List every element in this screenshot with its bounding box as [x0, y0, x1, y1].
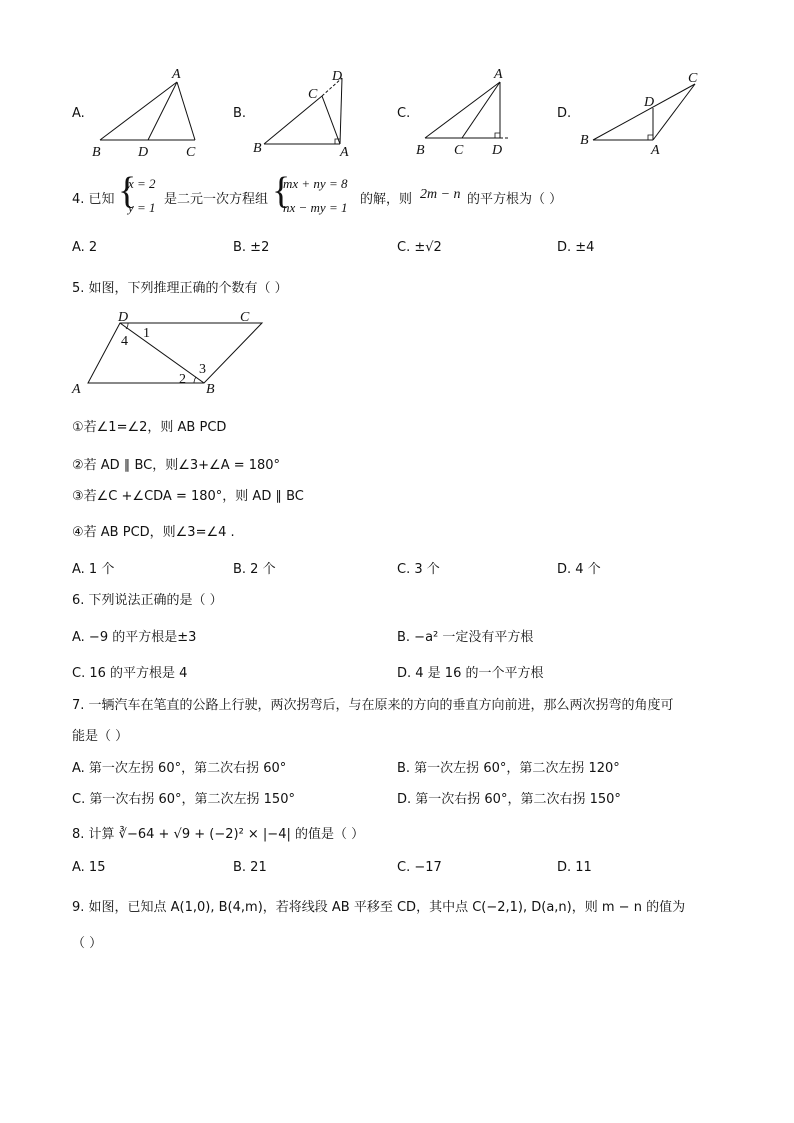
q3a-point-c: C: [186, 145, 196, 160]
q4-option-b: B. ±2: [233, 240, 270, 255]
q4-option-c: C. ±√2: [397, 240, 442, 255]
q3-option-b-label: B.: [233, 106, 247, 121]
q5-option-c: C. 3 个: [397, 562, 440, 577]
q4-tail: 的平方根为（ ）: [467, 192, 563, 207]
q7-stem-line-1: 7. 一辆汽车在笔直的公路上行驶，两次拐弯后，与在原来的方向的垂直方向前进，那么两次拐弯的角度可: [72, 698, 674, 713]
q5-statement-4: ④若 AB PCD，则∠3=∠4 .: [72, 525, 235, 540]
q4-system-2: [283, 172, 347, 220]
q5-option-d: D. 4 个: [557, 562, 601, 577]
q5-option-a: A. 1 个: [72, 562, 115, 577]
q3d-point-c: C: [688, 71, 698, 86]
q3-option-d-label: D.: [557, 106, 572, 121]
q4-sys2-eq2: nx − my = 1: [283, 200, 348, 215]
q7-stem-line-2: 能是（ ）: [72, 729, 129, 744]
q3-figure-d: [575, 62, 705, 162]
q5-point-a: A: [72, 382, 81, 397]
q4-prefix: 4. 已知: [72, 192, 115, 207]
q4-suffix: 的解，则: [360, 192, 413, 207]
q4-option-a: A. 2: [72, 240, 98, 255]
q6-option-a: A. −9 的平方根是±3: [72, 630, 197, 645]
q5-angle-1: 1: [143, 326, 150, 341]
q9-stem-line-1: 9. 如图，已知点 A(1,0), B(4,m)，若将线段 AB 平移至 CD，其中点 C(−2,1), D(a,n)，则 m − n 的值为: [72, 900, 686, 915]
q3-option-c-label: C.: [397, 106, 411, 121]
q5-statement-1: ①若∠1=∠2，则 AB PCD: [72, 420, 227, 435]
q5-point-b: B: [206, 382, 215, 397]
q7-option-c: C. 第一次右拐 60°，第二次左拐 150°: [72, 792, 295, 807]
q3-figure-a: [88, 62, 218, 162]
q3d-point-d: D: [644, 95, 655, 110]
q5-angle-2: 2: [179, 372, 186, 387]
q4-sys1-eq1: x = 2: [128, 176, 156, 191]
q4-system-1: [128, 172, 156, 220]
q7-option-d: D. 第一次右拐 60°，第二次右拐 150°: [397, 792, 621, 807]
q8-option-b: B. 21: [233, 860, 267, 875]
q3c-point-d: D: [492, 143, 503, 158]
q6-stem: 6. 下列说法正确的是（ ）: [72, 593, 223, 608]
q6-option-d: D. 4 是 16 的一个平方根: [397, 666, 544, 681]
q6-option-c: C. 16 的平方根是 4: [72, 666, 188, 681]
q8-option-a: A. 15: [72, 860, 106, 875]
q5-angle-3: 3: [199, 362, 206, 377]
q5-angle-4: 4: [121, 334, 128, 349]
q6-option-b: B. −a² 一定没有平方根: [397, 630, 534, 645]
q4-expression: 2m − n: [420, 187, 461, 202]
q3b-point-d: D: [332, 69, 343, 84]
q9-stem-line-2: （ ）: [72, 936, 103, 951]
q5-option-b: B. 2 个: [233, 562, 276, 577]
q8-option-c: C. −17: [397, 860, 442, 875]
q3d-point-a: A: [651, 143, 660, 158]
q3b-point-b: B: [253, 141, 262, 156]
q3d-point-b: B: [580, 133, 589, 148]
q3-figure-b: [250, 62, 370, 162]
q5-stem: 5. 如图，下列推理正确的个数有（ ）: [72, 281, 288, 296]
q4-brace-2: {: [272, 170, 291, 212]
q4-sys1-eq2: y = 1: [128, 200, 156, 215]
q3b-point-a: A: [340, 145, 349, 160]
q7-option-b: B. 第一次左拐 60°，第二次左拐 120°: [397, 761, 620, 776]
q3c-point-b: B: [416, 143, 425, 158]
q4-mid: 是二元一次方程组: [164, 192, 269, 207]
q4-sys2-eq1: mx + ny = 8: [283, 176, 348, 191]
q4-option-d: D. ±4: [557, 240, 595, 255]
q3a-point-a: A: [172, 67, 181, 82]
q5-point-d: D: [118, 310, 129, 325]
q8-option-d: D. 11: [557, 860, 592, 875]
q3a-point-b: B: [92, 145, 101, 160]
q3b-point-c: C: [308, 87, 318, 102]
q3-figure-c: [412, 62, 532, 162]
q4-brace-1: {: [118, 170, 137, 212]
q5-statement-3: ③若∠C +∠CDA = 180°，则 AD ∥ BC: [72, 489, 304, 504]
q8-stem: 8. 计算 ∛−64 + √9 + (−2)² × |−4| 的值是（ ）: [72, 827, 365, 842]
q5-figure-parallelogram: [70, 305, 270, 397]
q5-point-c: C: [240, 310, 250, 325]
q3a-point-d: D: [138, 145, 149, 160]
q3c-point-a: A: [494, 67, 503, 82]
q3-option-a-label: A.: [72, 106, 85, 121]
q7-option-a: A. 第一次左拐 60°，第二次右拐 60°: [72, 761, 287, 776]
q3c-point-c: C: [454, 143, 464, 158]
q5-statement-2: ②若 AD ∥ BC，则∠3+∠A = 180°: [72, 458, 281, 473]
